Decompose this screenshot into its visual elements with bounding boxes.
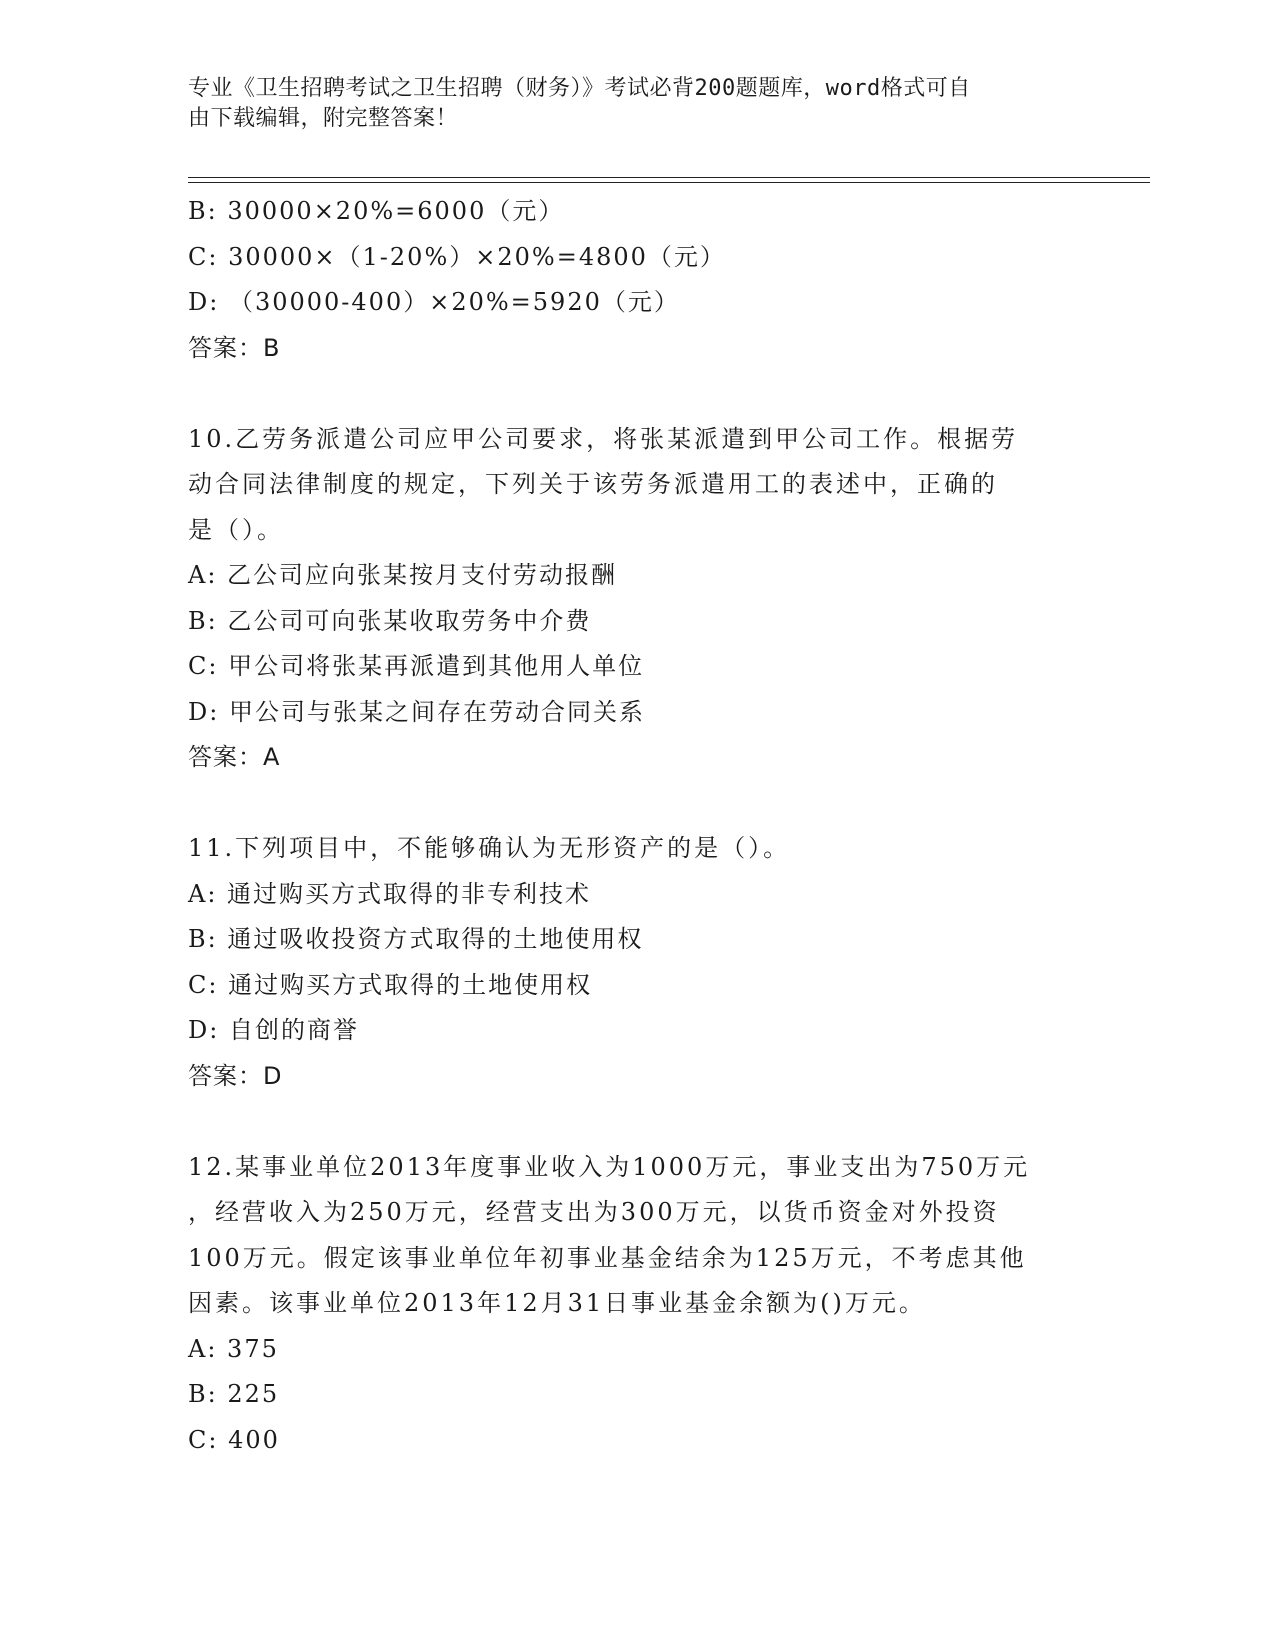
header-rule-bottom: [188, 182, 1150, 183]
option-d: D: 甲公司与张某之间存在劳动合同关系: [188, 697, 645, 726]
document-body: [188, 189, 1088, 1463]
option-b: B: 30000×20%=6000（元）: [188, 197, 565, 225]
answer-line: 答案：D: [188, 1061, 283, 1090]
header-rule-top: [188, 177, 1150, 178]
option-b: B: 通过吸收投资方式取得的土地使用权: [188, 925, 644, 953]
header-line-1: 专业《卫生招聘考试之卫生招聘（财务）》考试必背200题题库，word格式可自: [188, 76, 971, 101]
option-d: D: （30000-400）×20%=5920（元）: [188, 288, 680, 316]
question-text-line: 是（）。: [188, 515, 284, 544]
question-text-line: ，经营收入为250万元，经营支出为300万元，以货币资金对外投资: [188, 1198, 1000, 1226]
option-b: B: 乙公司可向张某收取劳务中介费: [188, 606, 592, 635]
question-text-line: 100万元。假定该事业单位年初事业基金结余为125万元，不考虑其他: [188, 1243, 1027, 1272]
document-header: [188, 74, 1068, 134]
spacer: [188, 371, 1088, 417]
option-a: A: 通过购买方式取得的非专利技术: [188, 879, 592, 908]
question-text-line: 因素。该事业单位2013年12月31日事业基金余额为()万元。: [188, 1289, 926, 1317]
option-c: C: 通过购买方式取得的土地使用权: [188, 970, 593, 999]
question-text-line: 11.下列项目中，不能够确认为无形资产的是（）。: [188, 834, 791, 862]
option-d: D: 自创的商誉: [188, 1016, 359, 1044]
question-text-line: 动合同法律制度的规定，下列关于该劳务派遣用工的表述中，正确的: [188, 470, 998, 498]
question-text-line: 12.某事业单位2013年度事业收入为1000万元，事业支出为750万元: [188, 1152, 1031, 1181]
header-line-2: 由下载编辑，附完整答案！: [188, 106, 459, 131]
option-b: B: 225: [188, 1380, 280, 1408]
question-text-line: 10.乙劳务派遣公司应甲公司要求，将张某派遣到甲公司工作。根据劳: [188, 424, 1019, 453]
answer-line: 答案：A: [188, 743, 281, 771]
option-a: A: 375: [188, 1334, 279, 1363]
spacer: [188, 781, 1088, 827]
previous-question: [188, 189, 1088, 371]
question-11: [188, 826, 1088, 1099]
option-c: C: 30000×（1-20%）×20%=4800（元）: [188, 242, 726, 271]
spacer: [188, 1099, 1088, 1145]
option-a: A: 乙公司应向张某按月支付劳动报酬: [188, 561, 618, 589]
question-12: [188, 1145, 1088, 1464]
option-c: C: 甲公司将张某再派遣到其他用人单位: [188, 652, 645, 680]
answer-line: 答案：B: [188, 333, 281, 362]
option-c: C: 400: [188, 1425, 280, 1454]
question-10: [188, 417, 1088, 781]
